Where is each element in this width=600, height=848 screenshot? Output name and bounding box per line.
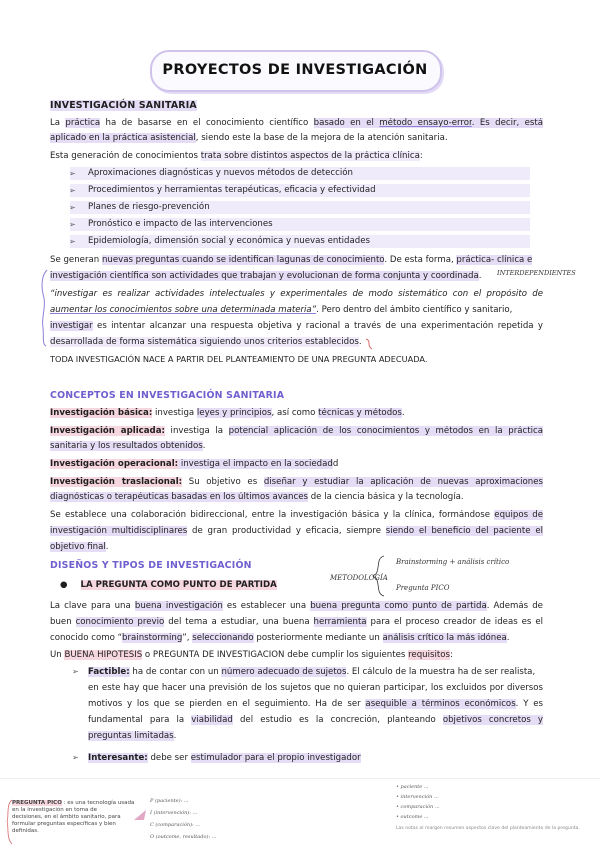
paragraph-4-line-1: investigar es intentar alcanzar una respuesta objetiva y racional a través de una experimentación repetida y — [50, 321, 543, 331]
concept-aplicada-line-2: sanitaria y los resultados obtenidos. — [50, 441, 206, 451]
arrow-bullet-icon: ➢ — [69, 203, 76, 212]
section-heading-investigacion-sanitaria: INVESTIGACIÓN SANITARIA — [50, 100, 197, 111]
hipotesis-paragraph: Un BUENA HIPÓTESIS o PREGUNTA DE INVESTIGACIÓN debe cumplir los siguientes requisitos: — [50, 650, 453, 660]
section-heading-conceptos: CONCEPTOS EN INVESTIGACIÓN SANITARIA — [50, 390, 285, 401]
pregunta-paragraph-line-2: buen conocimiento previo del tema a estudiar, una buena herramienta para el proceso creador de ideas es el — [50, 617, 543, 627]
factible-line-2: en este hay que hacer una previsión de los sujetos que no quieran participar, los excluidos por diversos — [88, 683, 543, 693]
pregunta-paragraph-line-3: conocido como “brainstorming”, seleccionando posteriormente mediante un análisis crítico la más idónea. — [50, 633, 510, 643]
factible-line-3: motivos y los que se pierden en el seguimiento. Ha de ser asequible a términos económicos. Y es — [88, 699, 543, 709]
concept-traslacional-line-1: Investigación traslacional: Su objetivo es diseñar y estudiar la aplicación de nuevas aproximaciones — [50, 477, 543, 487]
quote-line-2: aumentar los conocimientos sobre una determinada materia”. Pero dentro del ámbito científico y sanitario, — [50, 305, 513, 315]
arrow-bullet-icon: ➢ — [72, 753, 79, 762]
handnote-pregunta-pico: Pregunta PICO — [396, 584, 450, 592]
interesante-line: Interesante: debe ser estimulador para el propio investigador — [88, 753, 361, 763]
concept-basica: Investigación básica: investiga leyes y principios, así como técnicas y métodos. — [50, 408, 405, 418]
concept-traslacional-line-2: diagnósticas o terapéuticas basadas en los últimos avances de la ciencia básica y la tecnología. — [50, 492, 464, 502]
title-container — [150, 50, 440, 90]
hand-pico-i: I (intervención): ... — [150, 810, 198, 816]
pico-footnote: PREGUNTA PICO : es una tecnología usada en la investigación en toma de decisiones, en el ámbito sanitario, para formular preguntas específicas y bien definidas. — [12, 800, 135, 834]
arrow-bullet-icon: ➢ — [69, 186, 76, 195]
page-title: PROYECTOS DE INVESTIGACIÓN — [162, 62, 428, 78]
arrow-bullet-icon: ➢ — [69, 220, 76, 229]
hand-right-3: • comparación ... — [396, 804, 440, 810]
hand-right-1: • paciente ... — [396, 784, 429, 790]
hand-pico-p: P (paciente): ... — [150, 798, 189, 804]
paragraph-1-line-1: La práctica ha de basarse en el conocimiento científico basado en el método ensayo-error. Es decir, está — [50, 118, 543, 128]
hand-pico-c: C (comparación): ... — [150, 822, 201, 828]
paragraph-4-line-2: desarrollada de forma sistemática siguiendo unos criterios establecidos. — [50, 337, 362, 347]
paragraph-5: TODA INVESTIGACIÓN NACE A PARTIR DEL PLANTEAMIENTO DE UNA PREGUNTA ADECUADA. — [50, 354, 428, 364]
handnote-brainstorming: Brainstorming + análisis crítico — [396, 558, 510, 566]
factible-line-5: preguntas limitadas. — [88, 731, 177, 741]
handnote-interdependientes: INTERDEPENDIENTES — [497, 269, 576, 277]
quote-line-1: “investigar es realizar actividades intelectuales y experimentales de modo sistemático con el propósito de — [50, 289, 543, 299]
sub-bullet-pregunta: ● LA PREGUNTA COMO PUNTO DE PARTIDA — [60, 580, 277, 590]
arrow-bullet-icon: ➢ — [72, 667, 79, 676]
handnote-metodologia: METODOLOGÍA — [330, 574, 388, 582]
section-heading-disenos: DISEÑOS Y TIPOS DE INVESTIGACIÓN — [50, 560, 252, 571]
factible-line-1: Factible: ha de contar con un número adecuado de sujetos. El cálculo de la muestra ha de ser realista, — [88, 667, 536, 677]
hand-pico-o: O (outcome, resultado): ... — [150, 834, 217, 840]
squiggle-icon — [364, 337, 376, 351]
colaboracion-line-2: investigación multidisciplinares de gran productividad y eficacia, siempre siendo el beneficio del paciente el — [50, 526, 543, 536]
bracket-icon — [38, 268, 50, 348]
hand-right-4: • outcome ... — [396, 814, 429, 820]
arrow-bullet-icon: ➢ — [69, 237, 76, 246]
dot-bullet-icon: ● — [60, 580, 68, 590]
paragraph-3-line-2: investigación científica son actividades que trabajan y evolucionan de forma conjunta y coordinada. — [50, 271, 482, 281]
hand-right-2: • intervención ... — [396, 794, 439, 800]
divider — [0, 778, 600, 779]
paragraph-3-line-1: Se generan nuevas preguntas cuando se identifican lagunas de conocimiento. De esta forma, práctica- clínica e — [50, 255, 533, 265]
pregunta-paragraph-line-1: La clave para una buena investigación es establecer una buena pregunta como punto de partida. Además de — [50, 601, 543, 611]
colaboracion-line-3: objetivo final. — [50, 542, 109, 552]
colaboracion-line-1: Se establece una colaboración bidireccional, entre la investigación básica y la clínica, formándose equipos de — [50, 510, 543, 520]
paragraph-2: Esta generación de conocimientos trata sobre distintos aspectos de la práctica clínica: — [50, 151, 423, 161]
factible-line-4: fundamental para la viabilidad del estudio es la concreción, planteando objetivos concretos y — [88, 715, 543, 725]
concept-aplicada-line-1: Investigación aplicada: investiga la potencial aplicación de los conocimientos y métodos en la práctica — [50, 426, 543, 436]
paragraph-1-line-2: aplicado en la práctica asistencial, siendo este la base de la mejora de la atención sanitaria. — [50, 133, 448, 143]
triangle-pointer-icon — [132, 808, 148, 822]
concept-operacional: Investigación operacional: investiga el impacto en la sociedadd — [50, 459, 339, 469]
arrow-bullet-icon: ➢ — [69, 169, 76, 178]
document-page: PROYECTOS DE INVESTIGACIÓN INVESTIGACIÓN SANITARIA La práctica ha de basarse en el conocimiento científico basado en el método ensayo-error. Es decir, está aplicado en la práctica asistencial, siendo este la base de la mejora de la atención sanitaria. Esta generación de conocimientos trata sobre distintos aspectos de la práctica clínica: ➢ Aproximaciones diagnósticas y nuevos métodos de detección ➢ Procedimientos y herramientas terapéuticas, eficacia y efectividad ➢ Planes de riesgo-prevención ➢ Pronóstico e impacto de las intervenciones ➢ Epidemiología, dimensión social y económica y nuevas entidades Se generan nuevas preguntas cuando se identifican lagunas de conocimiento. De esta forma, práctica- clínica e investigación científica son actividades que trabajan y evolucionan de forma conjunta y coordinada. INTERDEPENDIENTES “investigar es realizar actividades intelectuales y experimentales de modo sistemático con el propósito de aumentar los conocimientos sobre una determinada materia”. Pero dentro del ámbito científico y sanitario, investigar es intentar alcanzar una respuesta objetiva y racional a través de una experimentación repetida y desarrollada de forma sistemática siguiendo unos criterios establecidos. TODA INVESTIGACIÓN NACE A PARTIR DEL PLANTEAMIENTO DE UNA PREGUNTA ADECUADA. CONCEPTOS EN INVESTIGACIÓN SANITARIA Investigación básica: investiga leyes y principios, así como técnicas y métodos. Investigación aplicada: investiga la potencial aplicación de los conocimientos y métodos en la práctica sanitaria y los resultados obtenidos. Investigación operacional: investiga el impacto en la sociedadd Investigación traslacional: Su objetivo es diseñar y estudiar la aplicación de nuevas aproximaciones diagnósticas o terapéuticas basadas en los últimos avances de la ciencia básica y la tecnología. Se establece una colaboración bidireccional, entre la investigación básica y la clínica, formándose equipos de investigación multidisciplinares de gran productividad y eficacia, siempre siendo el beneficio del paciente el objetivo final. DISEÑOS Y TIPOS DE INVESTIGACIÓN ● LA PREGUNTA COMO PUNTO DE PARTIDA METODOLOGÍA Brainstorming + análisis crítico Pregunta PICO La clave para una buena investigación es establecer una buena pregunta como punto de partida. Además de buen conocimiento previo del tema a estudiar, una buena herramienta para el proceso creador de ideas es el conocido como “brainstorming”, seleccionando posteriormente mediante un análisis crítico la más idónea. Un BUENA HIPÓTESIS o PREGUNTA DE INVESTIGACIÓN debe cumplir los siguientes requisitos: ➢ Factible: ha de contar con un número adecuado de sujetos. El cálculo de la muestra ha de ser realista, en este hay que hacer una previsión de los sujetos que no quieran participar, los excluidos por diversos motivos y los que se pierden en el seguimiento. Ha de ser asequible a términos económicos. Y es fundamental para la viabilidad del estudio es la concreción, planteando objetivos concretos y preguntas limitadas. ➢ Interesante: debe ser estimulador para el propio investigador PREGUNTA PICO : es una tecnología usada en la investigación en toma de decisiones, en el ámbito sanitario, para formular preguntas específicas y bien definidas. P (paciente): ... I (intervención): ... C (comparación): ... O (outcome, resultado): ... • paciente ... • intervención ... • comparación ... • outcome ... Las notas al margen resumen aspectos clave del planteamiento de la pregunta. — [0, 0, 600, 848]
right-note: Las notas al margen resumen aspectos clave del planteamiento de la pregunta. — [396, 826, 580, 831]
